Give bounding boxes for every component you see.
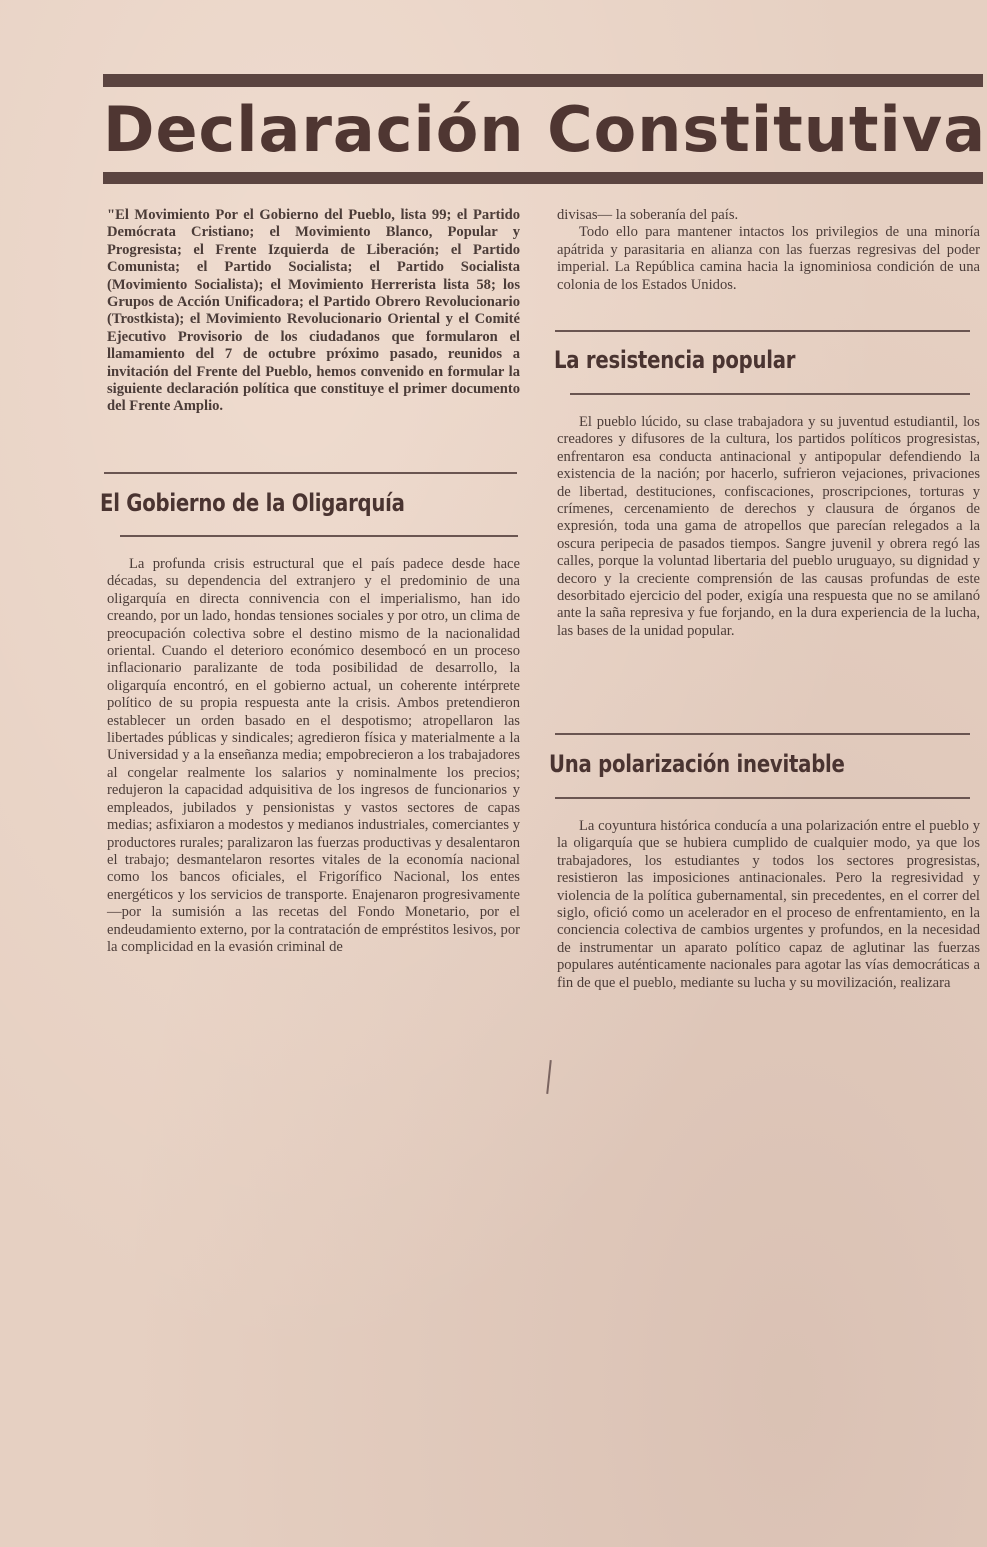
section-heading-resistencia: La resistencia popular	[554, 346, 796, 374]
oligarquia-paragraph	[107, 556, 520, 956]
polarizacion-text: La coyuntura histórica conducía a una polarización entre el pueblo y la oligarquía que se hubiera cumplido de cualquier modo, ya que los trabajadores, los estudiantes y todos los sectores progresistas, resistieron las imposiciones antinacionales. Pero la regresividad y violencia de la política gubernamental, sin precedentes, en el correr del siglo, ofició como un acelerador en el proceso de enfrentamiento, en la conciencia colectiva de cambios urgentes y profundos, en la necesidad de instrumentar un aparato político capaz de aglutinar las fuerzas populares auténticamente nacionales para agotar las vías democráticas a fin de que el pueblo, mediante su lucha y su movilización, realizara	[557, 818, 980, 991]
section-rule	[555, 733, 970, 735]
section-heading-polarizacion: Una polarización inevitable	[549, 750, 845, 778]
masthead-title: Declaración Constitutiva	[103, 93, 987, 166]
polarizacion-paragraph	[557, 818, 980, 992]
intro-text: "El Movimiento Por el Gobierno del Pueblo, lista 99; el Partido Demócrata Cristiano; el Movimiento Blanco, Popular y Progresista; el Frente Izquierda de Liberación; el Partido Comunista; el Partido Socialista; el Partido Socialista (Movimiento Socialista); el Movimiento Herrerista lista 58; los Grupos de Acción Unificadora; el Partido Obrero Revolucionario (Trostkista); el Movimiento Revolucionario Oriental y el Comité Ejecutivo Provisorio de los ciudadanos que formularon el llamamiento del 7 de octubre próximo pasado, reunidos a invitación del Frente del Pueblo, hemos convenido en formular la siguiente declaración política que constituye el primer documento del Frente Amplio.	[107, 207, 520, 415]
resistencia-paragraph	[557, 414, 980, 640]
resistencia-text: El pueblo lúcido, su clase trabajadora y su juventud estudiantil, los creadores y difusores de la cultura, los partidos políticos progresistas, enfrentaron esa conducta antinacional y antipopular defendiendo la existencia de la nación; por hacerlo, sufrieron vejaciones, privaciones de libertad, destituciones, confiscaciones, proscripciones, torturas y crímenes, cercenamiento de derechos y clausura de órganos de expresión, toda una gama de atropellos que parecían relegados a la oscura peripecia de pasados tiempos. Sangre juvenil y obrera regó las calles, porque la voluntad libertaria del pueblo uruguayo, su dignidad y decoro y la creciente comprensión de las causas profundas de este desorbitado ejercicio del poder, exigía una respuesta que no se amilanó ante la saña represiva y fue forjando, en la dura experiencia de la lucha, las bases de la unidad popular.	[557, 414, 980, 639]
right-top-block	[557, 207, 980, 294]
intro-paragraph	[107, 207, 520, 416]
section-rule	[555, 797, 970, 799]
section-rule	[120, 535, 518, 537]
masthead-top-rule	[103, 74, 983, 87]
section-rule	[104, 472, 517, 474]
continuation-text: divisas— la soberanía del país.	[557, 207, 739, 223]
republica-text: Todo ello para mantener intactos los privilegios de una minoría apátrida y parasitaria en alianza con las fuerzas regresivas del poder imperial. La República camina hacia la ignominiosa condición de una colonia de los Estados Unidos.	[557, 224, 980, 293]
section-rule	[570, 393, 970, 395]
masthead-bottom-rule	[103, 172, 983, 184]
section-heading-oligarquia: El Gobierno de la Oligarquía	[100, 489, 405, 517]
section-rule	[555, 330, 970, 332]
oligarquia-text: La profunda crisis estructural que el país padece desde hace décadas, su dependencia del extranjero y el predominio de una oligarquía en directa connivencia con el imperialismo, han ido creando, por un lado, hondas tensiones sociales y por otro, un clima de preocupación colectiva sobre el destino mismo de la nacionalidad oriental. Cuando el deterioro económico desembocó en un proceso inflacionario paralizante de toda posibilidad de desarrollo, la oligarquía encontró, en el gobierno actual, un coherente intérprete político de su propia respuesta ante la crisis. Ambos pretendieron establecer un orden basado en el despotismo; atropellaron las libertades públicas y sindicales; agredieron física y materialmente a la Universidad y a la enseñanza media; empobrecieron a los trabajadores al congelar realmente los salarios y nominalmente los precios; redujeron la capacidad adquisitiva de los ingresos de funcionarios y empleados, jubilados y pensionistas y vastos sectores de capas medias; asfixiaron a modestos y medianos industriales, comerciantes y productores rurales; paralizaron las fuerzas productivas y desalentaron el trabajo; desmantelaron resortes vitales de la economía nacional como los bancos oficiales, el Frigorífico Nacional, los entes energéticos y los servicios de transporte. Enajenaron progresivamente —por la sumisión a las recetas del Fondo Monetario, por el endeudamiento externo, por la contratación de empréstitos lesivos, por la complicidad en la evasión criminal de	[107, 556, 520, 955]
pen-mark	[546, 1060, 552, 1094]
